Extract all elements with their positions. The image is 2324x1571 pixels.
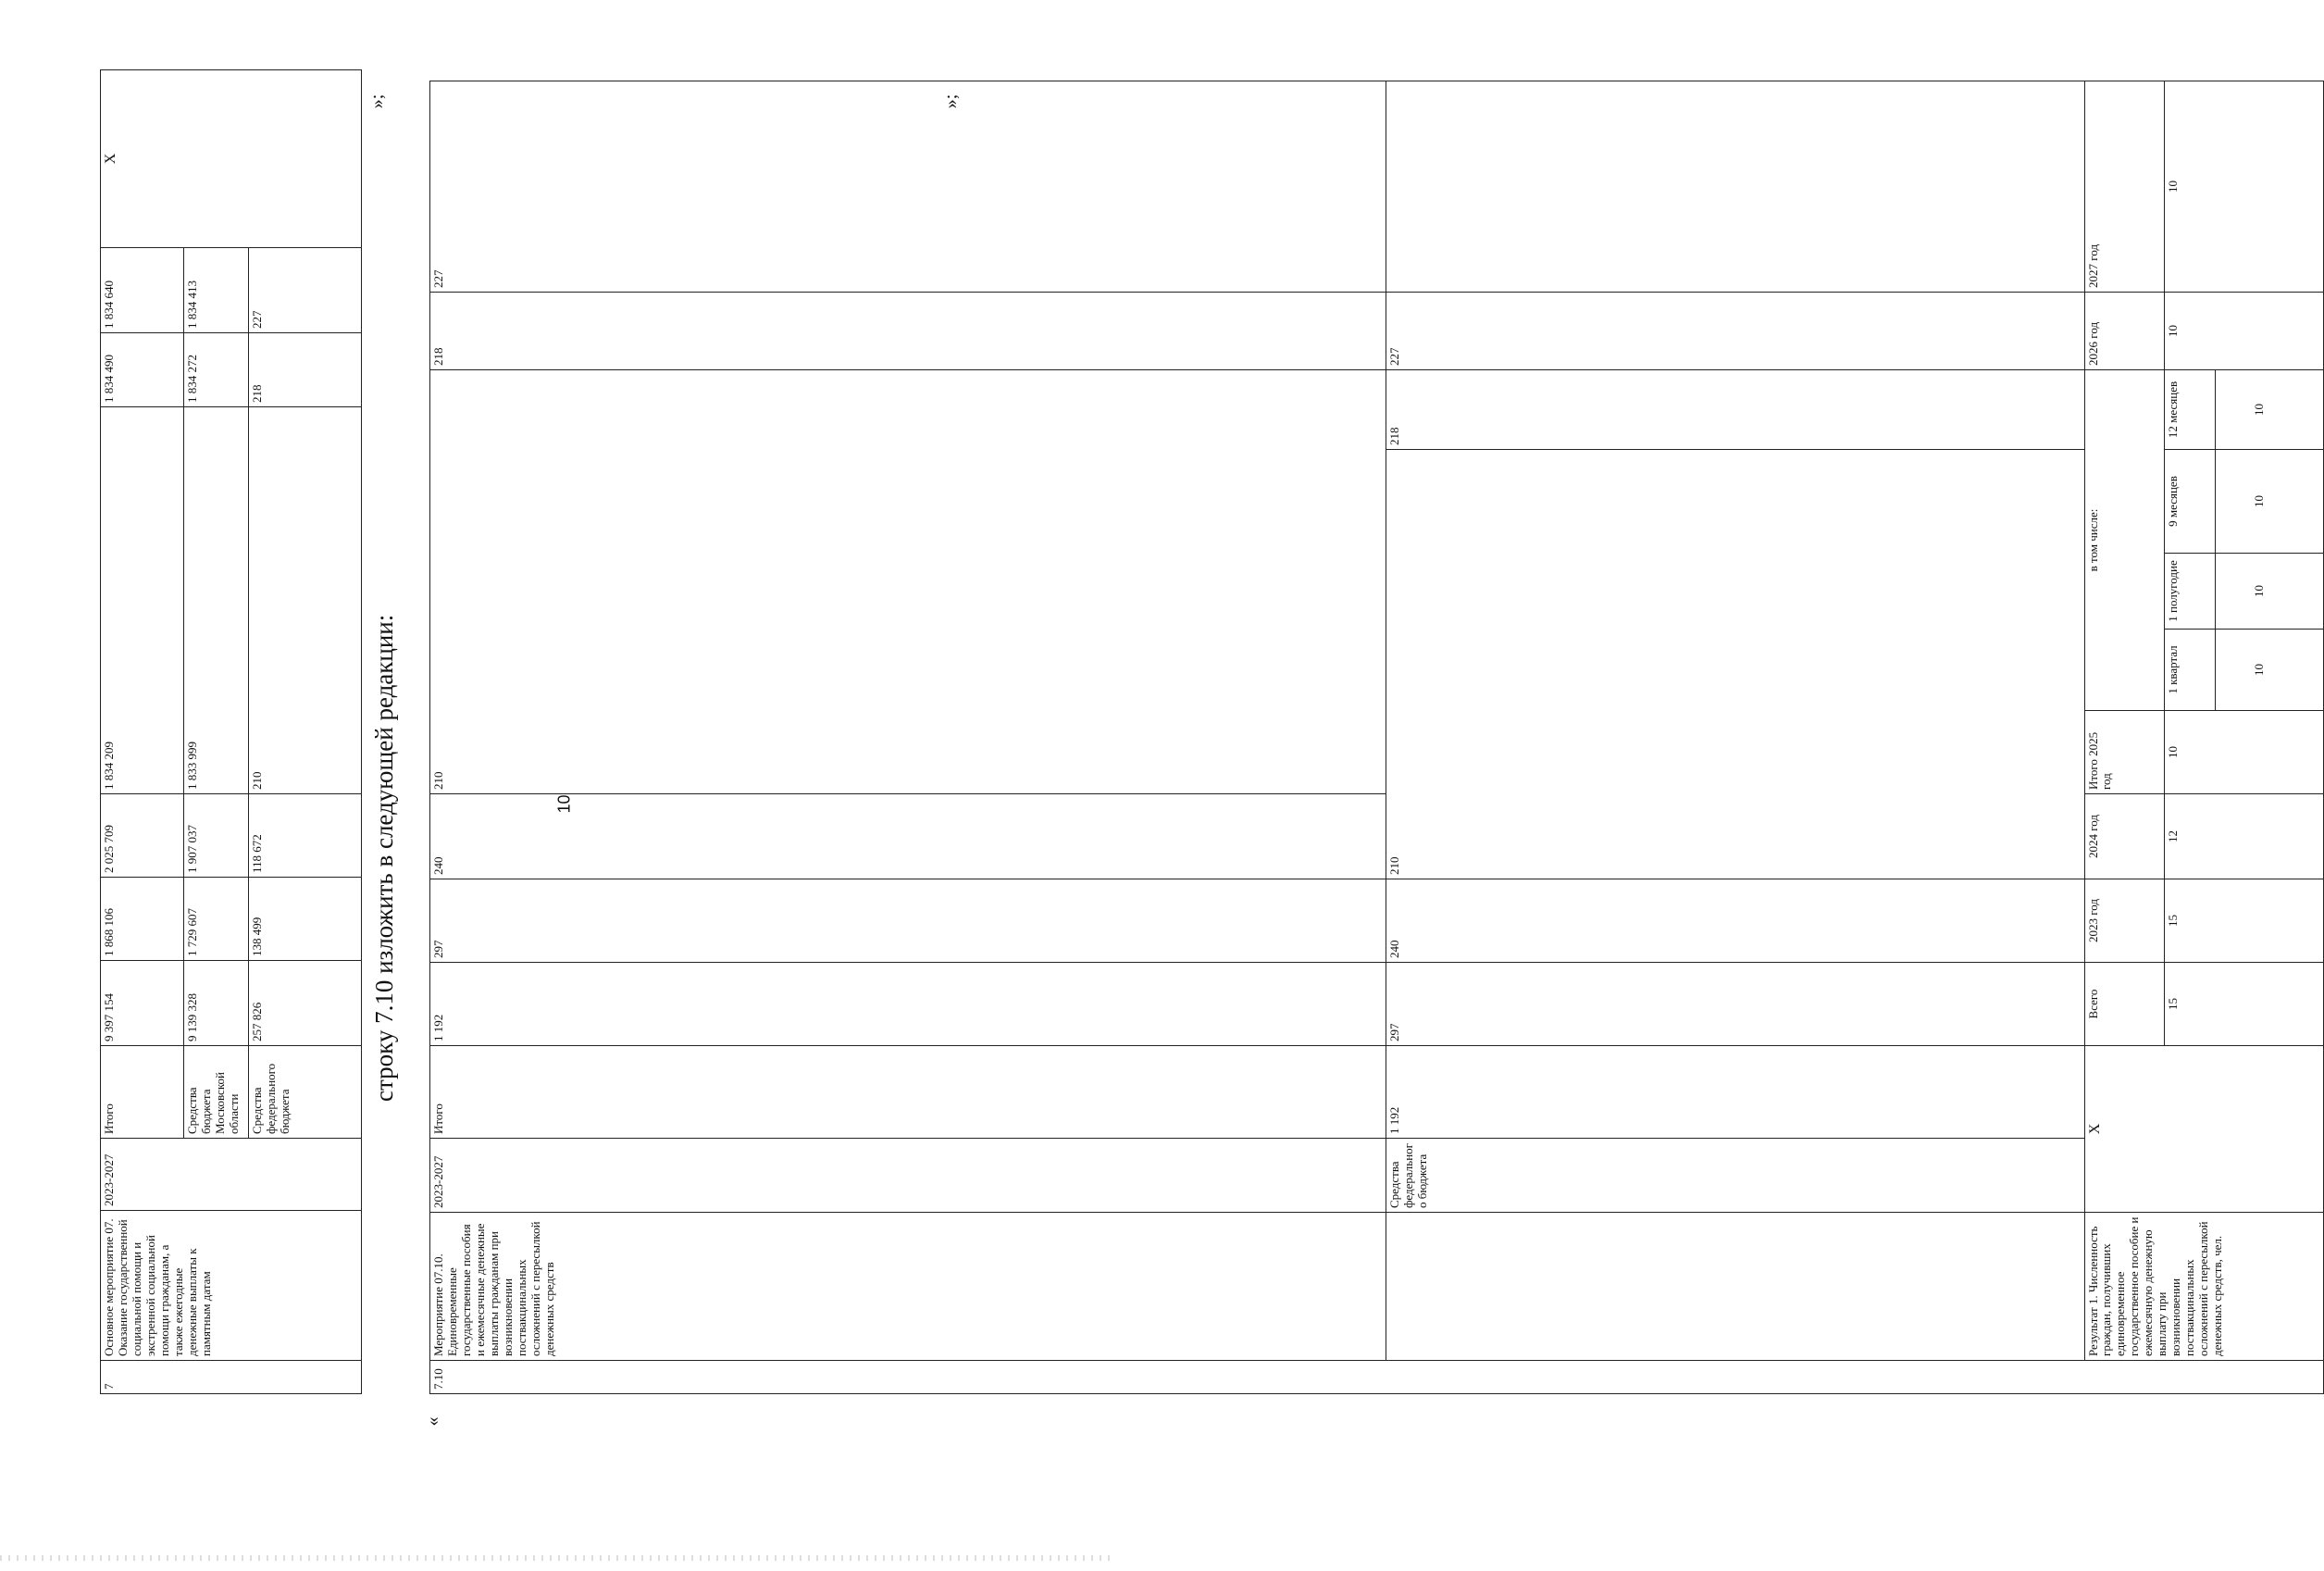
header-2023: 2023 год — [2084, 879, 2164, 963]
header-incl: в том числе: — [2084, 369, 2164, 710]
source-label: Средства федерального бюджета — [1386, 1139, 2084, 1213]
value-2026: 10 — [2164, 292, 2323, 369]
cell-2023: 1 868 106 — [101, 878, 184, 961]
cell-total: 257 826 — [249, 961, 362, 1046]
cell-2024: 118 672 — [249, 794, 362, 878]
x-mark: X — [2084, 1046, 2323, 1213]
cell-2026: 1 834 272 — [184, 333, 249, 407]
cell-2025: 210 — [1386, 450, 2084, 879]
event-years: 2023-2027 — [430, 1139, 1386, 1213]
cell-2024: 240 — [430, 794, 1386, 879]
source-label: Итого — [101, 1046, 184, 1139]
cell-2027: 227 — [249, 248, 362, 333]
event-name: Мероприятие 07.10. Единовременные государственные пособия и ежемесячные денежные выплаты гражданам при возникновении поствакцинальных осложнений с пересылкой денежных средств — [430, 1213, 1386, 1361]
cell-2026: 218 — [430, 292, 1386, 369]
header-m9: 9 месяцев — [2165, 450, 2216, 553]
cell-2027: 227 — [1386, 292, 2084, 369]
opening-quote: « — [422, 1416, 443, 1427]
header-m12: 12 месяцев — [2165, 370, 2216, 449]
page-number: 10 — [554, 794, 574, 814]
table-2 — [429, 81, 2324, 1394]
cell-2023: 297 — [1386, 963, 2084, 1046]
source-label: Средства федерального бюджета — [249, 1046, 362, 1139]
executor-cell: X — [101, 70, 362, 248]
header-2025: Итого 2025 год — [2084, 711, 2164, 794]
event-years: 2023-2027 — [101, 1139, 362, 1211]
scan-noise — [0, 1555, 1111, 1561]
value-total: 15 — [2164, 963, 2323, 1046]
result-name: Результат 1. Численность граждан, получивших единовременное государственное пособие и ежемесячную денежную выплату при возникновении поствакцинальных осложнений с пересылкой денежных средств, чел. — [2084, 1213, 2323, 1361]
cell-total: 1 192 — [430, 963, 1386, 1046]
value-2024: 12 — [2164, 794, 2323, 879]
header-2027: 2027 год — [2084, 81, 2164, 292]
cell-2026: 1 834 490 — [101, 333, 184, 407]
cell-total: 9 139 328 — [184, 961, 249, 1046]
q1-value: 10 — [2251, 664, 2266, 676]
cell-2025: 210 — [249, 407, 362, 794]
cell-2025: 1 834 209 — [101, 407, 184, 794]
value-2027: 10 — [2164, 81, 2323, 292]
row-number: 7.10 — [430, 1361, 2324, 1394]
row-number: 7 — [101, 1361, 362, 1394]
event-years-blank — [1386, 1213, 2084, 1361]
cell-2024: 240 — [1386, 879, 2084, 963]
closing-quote-1: »; — [367, 94, 388, 109]
source-label: Средства бюджета Московской области — [184, 1046, 249, 1139]
value-m12 — [2164, 369, 2323, 449]
header-h1: 1 полугодие — [2165, 554, 2216, 629]
header-total: Всего — [2084, 963, 2164, 1046]
value-h1 — [2164, 554, 2323, 630]
table-1 — [100, 69, 362, 1394]
closing-quote-2: »; — [940, 94, 962, 109]
cell-2027: 1 834 413 — [184, 248, 249, 333]
header-2026: 2026 год — [2084, 292, 2164, 369]
value-2025: 10 — [2164, 711, 2323, 794]
header-q1: 1 квартал — [2165, 630, 2216, 710]
event-name: Основное мероприятие 07. Оказание государственной социальной помощи и экстренной социальной помощи гражданам, а также ежегодные денежные выплаты к памятным датам — [101, 1211, 362, 1361]
cell-total: 1 192 — [1386, 1046, 2084, 1139]
amendment-heading: строку 7.10 изложить в следующей редакции: — [370, 614, 398, 1102]
m9-value: 10 — [2251, 495, 2266, 507]
cell-2024: 1 907 037 — [184, 794, 249, 878]
cell-2023: 138 499 — [249, 878, 362, 961]
cell-2027: 1 834 640 — [101, 248, 184, 333]
cell-2026: 218 — [249, 333, 362, 407]
cell-total: 9 397 154 — [101, 961, 184, 1046]
cell-2026: 218 — [1386, 369, 2084, 449]
source-label: Итого — [430, 1046, 1386, 1139]
header-2024: 2024 год — [2084, 794, 2164, 879]
m12-value: 10 — [2251, 403, 2266, 416]
value-q1 — [2164, 630, 2323, 711]
cell-2027: 227 — [430, 81, 1386, 292]
cell-2025: 210 — [430, 369, 1386, 793]
value-m9 — [2164, 450, 2323, 554]
cell-2024: 2 025 709 — [101, 794, 184, 878]
value-2023: 15 — [2164, 879, 2323, 963]
cell-2025: 1 833 999 — [184, 407, 249, 794]
cell-2023: 297 — [430, 879, 1386, 963]
cell-2023: 1 729 607 — [184, 878, 249, 961]
h1-value: 10 — [2251, 585, 2266, 597]
